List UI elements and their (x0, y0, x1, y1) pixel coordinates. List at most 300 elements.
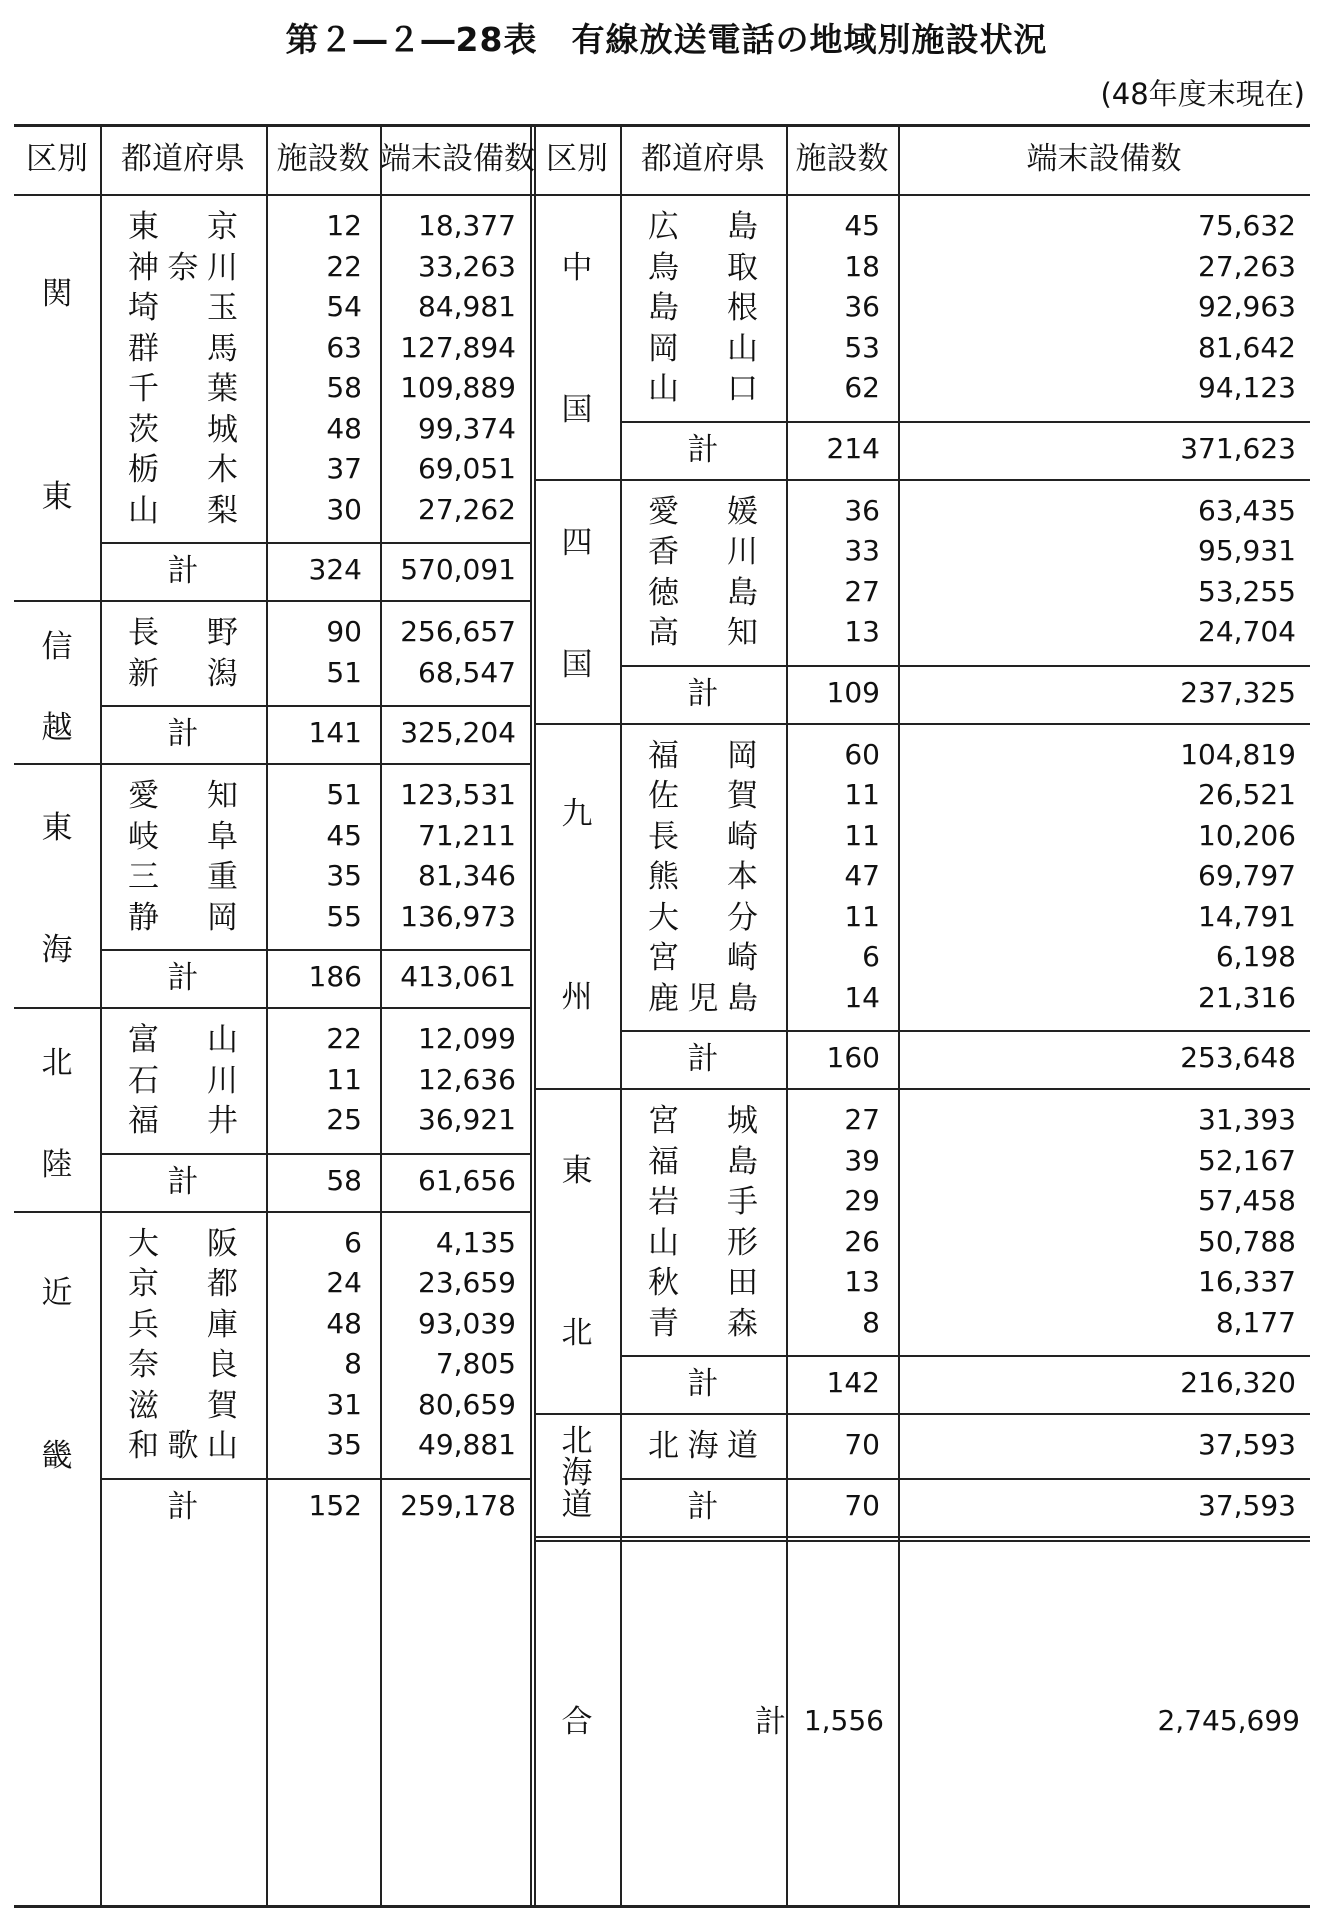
facility-count: 22 (326, 1022, 362, 1055)
prefecture-name (648, 209, 758, 245)
prefecture-char: 賀 (207, 1387, 238, 1424)
terminal-count: 12,099 (418, 1022, 516, 1055)
prefecture-char: 井 (207, 1103, 238, 1139)
facility-count: 11 (844, 899, 880, 933)
prefecture-char: 宮 (648, 1103, 679, 1139)
prefecture-name (648, 778, 758, 814)
prefecture-char: 富 (128, 1022, 159, 1058)
terminal-count: 69,051 (418, 452, 516, 485)
grand-total-label-left: 合 (561, 1704, 593, 1741)
subtotal-label: 計 (167, 1163, 199, 1200)
rule-line (534, 479, 1310, 481)
terminal-count: 92,963 (1198, 290, 1296, 323)
prefecture-char: 新 (128, 655, 159, 692)
region-label-char: 中 (561, 249, 593, 286)
prefecture-name (128, 1306, 238, 1343)
prefecture-name (128, 209, 238, 245)
subtotal-facilities: 141 (308, 716, 362, 749)
facility-count: 11 (326, 1062, 362, 1096)
prefecture-char: 島 (727, 980, 758, 1017)
prefecture-char: 北 (648, 1428, 679, 1464)
facility-count: 30 (326, 492, 362, 526)
subtotal-facilities: 186 (308, 960, 362, 993)
terminal-count: 75,632 (1198, 209, 1296, 242)
facility-table (14, 124, 1310, 1905)
terminal-count: 69,797 (1198, 859, 1296, 892)
facility-count: 51 (326, 655, 362, 689)
facility-count: 18 (844, 249, 880, 283)
column-line (530, 124, 532, 1905)
prefecture-char: 長 (648, 818, 679, 855)
rule-line (14, 194, 1310, 196)
rule-line (534, 1540, 1310, 1542)
prefecture-char: 宮 (648, 940, 679, 976)
terminal-count: 16,337 (1198, 1265, 1296, 1298)
prefecture-name (648, 818, 758, 855)
rule-line (100, 949, 530, 951)
region-label-char: 道 (561, 1487, 593, 1524)
terminal-count: 50,788 (1198, 1224, 1296, 1258)
prefecture-char: 奈 (128, 1347, 159, 1383)
prefecture-name (128, 290, 238, 326)
facility-count: 8 (344, 1347, 362, 1380)
as-of-note: (48年度末現在) (1100, 77, 1305, 111)
prefecture-char: 葉 (207, 371, 238, 407)
prefecture-char: 佐 (648, 778, 679, 814)
prefecture-char: 大 (648, 899, 679, 936)
terminal-count: 26,521 (1198, 778, 1296, 811)
prefecture-char: 都 (207, 1266, 238, 1302)
facility-count: 12 (326, 209, 362, 242)
column-line (100, 124, 102, 1905)
region-label-char: 四 (561, 525, 593, 562)
prefecture-char: 歌 (167, 1428, 199, 1464)
prefecture-char: 愛 (128, 778, 159, 814)
prefecture-char: 崎 (727, 818, 758, 855)
facility-count: 39 (844, 1143, 880, 1177)
facility-count: 47 (844, 859, 880, 892)
facility-count: 36 (844, 493, 880, 527)
prefecture-name (648, 493, 758, 530)
rule-line (100, 1478, 530, 1480)
header-terminals: 端末設備数 (1026, 141, 1182, 177)
facility-count: 27 (844, 1103, 880, 1136)
rule-line (534, 1088, 1310, 1090)
prefecture-char: 埼 (128, 290, 159, 326)
prefecture-name (128, 1347, 238, 1383)
terminal-count: 27,263 (1198, 249, 1296, 283)
region-label-char: 近 (41, 1275, 73, 1311)
terminal-count: 4,135 (435, 1225, 516, 1259)
prefecture-name (128, 859, 238, 895)
region-label-char: 州 (561, 978, 593, 1015)
prefecture-char: 川 (207, 1062, 238, 1099)
terminal-count: 123,531 (400, 778, 516, 811)
facility-count: 35 (326, 859, 362, 892)
prefecture-char: 阪 (207, 1225, 238, 1262)
prefecture-char: 良 (207, 1347, 238, 1383)
column-line (534, 124, 536, 1905)
facility-count: 90 (326, 615, 362, 648)
terminal-count: 10,206 (1198, 818, 1296, 852)
region-label-char: 国 (561, 391, 593, 428)
prefecture-char: 知 (727, 615, 758, 651)
terminal-count: 63,435 (1198, 493, 1296, 527)
rule-line (14, 600, 530, 602)
rule-line (620, 1478, 1310, 1480)
prefecture-char: 梨 (207, 492, 238, 529)
facility-count: 48 (326, 411, 362, 445)
facility-count: 8 (862, 1305, 880, 1339)
grand-total-label-right: 計 (755, 1704, 786, 1741)
prefecture-name (128, 1387, 238, 1424)
prefecture-char: 熊 (648, 859, 679, 895)
prefecture-char: 馬 (207, 330, 238, 367)
terminal-count: 23,659 (418, 1266, 516, 1299)
prefecture-char: 山 (648, 1224, 679, 1261)
subtotal-facilities: 70 (844, 1488, 880, 1522)
prefecture-char: 岐 (128, 818, 159, 855)
prefecture-char: 鳥 (648, 249, 679, 286)
facility-count: 6 (862, 940, 880, 973)
terminal-count: 71,211 (418, 818, 516, 852)
subtotal-terminals: 325,204 (400, 716, 516, 749)
terminal-count: 33,263 (418, 249, 516, 283)
prefecture-char: 高 (648, 615, 679, 651)
prefecture-char: 栃 (128, 452, 159, 488)
facility-count: 14 (844, 980, 880, 1014)
region-label-char: 国 (561, 647, 593, 684)
prefecture-char: 道 (727, 1428, 758, 1464)
prefecture-name (648, 980, 758, 1017)
prefecture-char: 福 (648, 737, 679, 774)
prefecture-name (128, 371, 238, 407)
prefecture-char: 田 (727, 1265, 758, 1301)
terminal-count: 52,167 (1198, 1143, 1296, 1177)
region-label-char: 海 (41, 931, 73, 968)
prefecture-char: 茨 (128, 411, 159, 448)
region-label-char: 北 (561, 1423, 593, 1460)
prefecture-char: 静 (128, 899, 159, 936)
prefecture-char: 大 (128, 1225, 159, 1262)
header-facilities: 施設数 (276, 141, 370, 177)
prefecture-char: 岩 (648, 1184, 679, 1220)
prefecture-char: 京 (128, 1266, 159, 1302)
facility-count: 29 (844, 1184, 880, 1217)
prefecture-char: 滋 (128, 1387, 159, 1424)
rule-line (14, 1007, 530, 1009)
prefecture-char: 媛 (727, 493, 758, 530)
terminal-count: 37,593 (1198, 1428, 1296, 1461)
prefecture-char: 島 (727, 1143, 758, 1180)
facility-count: 48 (326, 1306, 362, 1340)
prefecture-char: 山 (207, 1022, 238, 1058)
terminal-count: 84,981 (418, 290, 516, 323)
prefecture-char: 木 (207, 452, 238, 488)
prefecture-name (648, 1184, 758, 1220)
region-label-char: 越 (41, 710, 73, 747)
prefecture-name (648, 290, 758, 326)
prefecture-name (128, 818, 238, 855)
prefecture-name (648, 615, 758, 651)
region-label-char: 畿 (41, 1437, 73, 1474)
prefecture-char: 分 (727, 899, 758, 936)
facility-count: 53 (844, 330, 880, 364)
subtotal-label: 計 (687, 1366, 719, 1402)
region-label-char: 東 (41, 809, 73, 846)
facility-count: 55 (326, 899, 362, 933)
prefecture-char: 東 (128, 209, 159, 245)
rule-line (534, 723, 1310, 725)
prefecture-name (128, 1062, 238, 1099)
prefecture-char: 長 (128, 615, 159, 651)
prefecture-char: 岡 (648, 330, 679, 367)
subtotal-facilities: 214 (826, 431, 880, 465)
prefecture-name (648, 1224, 758, 1261)
prefecture-char: 秋 (648, 1265, 679, 1301)
facility-count: 37 (326, 452, 362, 485)
facility-count: 26 (844, 1224, 880, 1258)
facility-count: 60 (844, 737, 880, 771)
prefecture-name (128, 778, 238, 814)
terminal-count: 94,123 (1198, 371, 1296, 404)
prefecture-char: 島 (727, 574, 758, 611)
prefecture-char: 岡 (727, 737, 758, 774)
prefecture-char: 海 (687, 1428, 719, 1464)
subtotal-facilities: 109 (826, 675, 880, 709)
header-division: 区別 (26, 141, 88, 177)
facility-count: 45 (844, 209, 880, 242)
rule-line (14, 124, 1310, 127)
subtotal-facilities: 152 (308, 1488, 362, 1522)
subtotal-terminals: 570,091 (400, 553, 516, 586)
prefecture-char: 山 (128, 492, 159, 529)
subtotal-terminals: 237,325 (1180, 675, 1296, 709)
prefecture-char: 手 (727, 1184, 758, 1220)
terminal-count: 81,346 (418, 859, 516, 892)
facility-count: 22 (326, 249, 362, 283)
prefecture-name (648, 1265, 758, 1301)
prefecture-char: 庫 (207, 1306, 238, 1343)
rule-line (14, 1905, 1310, 1908)
region-label-char: 東 (41, 479, 73, 516)
prefecture-char: 玉 (207, 290, 238, 326)
prefecture-char: 香 (648, 534, 679, 570)
grand-total-terminals: 2,745,699 (1157, 1704, 1300, 1738)
prefecture-char: 川 (207, 249, 238, 286)
rule-line (620, 665, 1310, 667)
prefecture-name (128, 492, 238, 529)
rule-line (14, 763, 530, 765)
subtotal-terminals: 61,656 (418, 1163, 516, 1197)
prefecture-char: 福 (128, 1103, 159, 1139)
prefecture-char: 知 (207, 778, 238, 814)
prefecture-name (648, 574, 758, 611)
subtotal-facilities: 160 (826, 1041, 880, 1074)
subtotal-label: 計 (167, 960, 199, 996)
prefecture-name (648, 859, 758, 895)
terminal-count: 95,931 (1198, 534, 1296, 567)
terminal-count: 68,547 (418, 655, 516, 689)
facility-count: 51 (326, 778, 362, 811)
prefecture-char: 広 (648, 209, 679, 245)
terminal-count: 81,642 (1198, 330, 1296, 364)
terminal-count: 53,255 (1198, 574, 1296, 608)
region-label-char: 信 (41, 628, 73, 665)
terminal-count: 8,177 (1215, 1305, 1296, 1339)
prefecture-name (128, 1225, 238, 1262)
prefecture-name (648, 1143, 758, 1180)
region-label-char: 海 (561, 1455, 593, 1492)
rule-line (620, 1030, 1310, 1032)
facility-count: 25 (326, 1103, 362, 1136)
prefecture-name (648, 1103, 758, 1139)
subtotal-label: 計 (687, 1041, 719, 1077)
prefecture-name (128, 249, 238, 286)
prefecture-name (128, 411, 238, 448)
prefecture-char: 山 (207, 1428, 238, 1464)
facility-count: 63 (326, 330, 362, 364)
prefecture-char: 愛 (648, 493, 679, 530)
prefecture-char: 島 (648, 290, 679, 326)
prefecture-char: 根 (727, 290, 758, 326)
header-prefecture: 都道府県 (641, 141, 765, 177)
prefecture-char: 川 (727, 534, 758, 570)
prefecture-name (128, 330, 238, 367)
rule-line (100, 705, 530, 707)
prefecture-char: 石 (128, 1062, 159, 1099)
subtotal-terminals: 216,320 (1180, 1366, 1296, 1399)
terminal-count: 21,316 (1198, 980, 1296, 1014)
prefecture-name (648, 330, 758, 367)
grand-total-facilities: 1,556 (803, 1704, 884, 1738)
facility-count: 36 (844, 290, 880, 323)
subtotal-label: 計 (687, 431, 719, 468)
region-label-char: 東 (561, 1152, 593, 1189)
facility-count: 70 (844, 1428, 880, 1461)
header-prefecture: 都道府県 (121, 141, 245, 177)
prefecture-char: 城 (727, 1103, 758, 1139)
prefecture-char: 阜 (207, 818, 238, 855)
prefecture-char: 野 (207, 615, 238, 651)
rule-line (620, 421, 1310, 423)
prefecture-char: 徳 (648, 574, 679, 611)
prefecture-char: 山 (648, 371, 679, 407)
prefecture-char: 岡 (207, 899, 238, 936)
prefecture-char: 島 (727, 209, 758, 245)
prefecture-char: 兵 (128, 1306, 159, 1343)
subtotal-label: 計 (167, 1488, 199, 1525)
prefecture-name (128, 1103, 238, 1139)
terminal-count: 80,659 (418, 1387, 516, 1421)
prefecture-char: 山 (727, 330, 758, 367)
terminal-count: 99,374 (418, 411, 516, 445)
terminal-count: 24,704 (1198, 615, 1296, 648)
terminal-count: 12,636 (418, 1062, 516, 1096)
prefecture-char: 口 (727, 371, 758, 407)
rule-line (534, 1413, 1310, 1415)
header-facilities: 施設数 (795, 141, 889, 177)
prefecture-char: 奈 (167, 249, 199, 286)
prefecture-char: 潟 (207, 655, 238, 692)
prefecture-name (648, 1428, 758, 1464)
prefecture-name (128, 1428, 238, 1464)
prefecture-char: 形 (727, 1224, 758, 1261)
facility-count: 35 (326, 1428, 362, 1461)
prefecture-char: 森 (727, 1305, 758, 1342)
facility-count: 24 (326, 1266, 362, 1299)
subtotal-terminals: 253,648 (1180, 1041, 1296, 1074)
region-label-char: 関 (41, 276, 73, 313)
prefecture-char: 崎 (727, 940, 758, 976)
prefecture-name (128, 615, 238, 651)
subtotal-facilities: 142 (826, 1366, 880, 1399)
prefecture-char: 三 (128, 859, 159, 895)
facility-count: 13 (844, 1265, 880, 1298)
subtotal-facilities: 324 (308, 553, 362, 586)
terminal-count: 7,805 (435, 1347, 516, 1380)
subtotal-terminals: 413,061 (400, 960, 516, 993)
region-label-char: 陸 (41, 1146, 73, 1183)
prefecture-name (648, 249, 758, 286)
prefecture-char: 神 (128, 249, 159, 286)
terminal-count: 6,198 (1215, 940, 1296, 973)
prefecture-name (648, 1305, 758, 1342)
terminal-count: 31,393 (1198, 1103, 1296, 1136)
prefecture-name (128, 1022, 238, 1058)
prefecture-name (128, 899, 238, 936)
subtotal-terminals: 259,178 (400, 1488, 516, 1522)
subtotal-terminals: 371,623 (1180, 431, 1296, 465)
terminal-count: 256,657 (400, 615, 516, 648)
subtotal-facilities: 58 (326, 1163, 362, 1197)
prefecture-char: 群 (128, 330, 159, 367)
prefecture-name (648, 371, 758, 407)
terminal-count: 14,791 (1198, 899, 1296, 933)
subtotal-terminals: 37,593 (1198, 1488, 1296, 1522)
rule-line (100, 542, 530, 544)
prefecture-char: 鹿 (648, 980, 679, 1017)
terminal-count: 18,377 (418, 209, 516, 242)
terminal-count: 49,881 (418, 1428, 516, 1461)
facility-count: 31 (326, 1387, 362, 1421)
prefecture-char: 京 (207, 209, 238, 245)
table-title: 第２―２―28表 有線放送電話の地域別施設状況 (285, 20, 1048, 59)
terminal-count: 109,889 (400, 371, 516, 404)
facility-count: 27 (844, 574, 880, 608)
prefecture-char: 児 (687, 980, 719, 1017)
rule-line (100, 1153, 530, 1155)
prefecture-char: 賀 (727, 778, 758, 814)
facility-count: 11 (844, 778, 880, 811)
rule-line (534, 1536, 1310, 1538)
rule-line (14, 1211, 530, 1213)
subtotal-label: 計 (167, 553, 199, 589)
region-label-char: 北 (41, 1044, 73, 1081)
region-label-char: 北 (561, 1315, 593, 1351)
facility-count: 13 (844, 615, 880, 648)
prefecture-name (128, 452, 238, 488)
terminal-count: 57,458 (1198, 1184, 1296, 1217)
subtotal-label: 計 (687, 1488, 719, 1525)
prefecture-name (648, 940, 758, 976)
prefecture-name (128, 655, 238, 692)
prefecture-char: 福 (648, 1143, 679, 1180)
column-line (620, 124, 622, 1905)
facility-count: 62 (844, 371, 880, 404)
terminal-count: 136,973 (400, 899, 516, 933)
subtotal-label: 計 (167, 716, 199, 752)
